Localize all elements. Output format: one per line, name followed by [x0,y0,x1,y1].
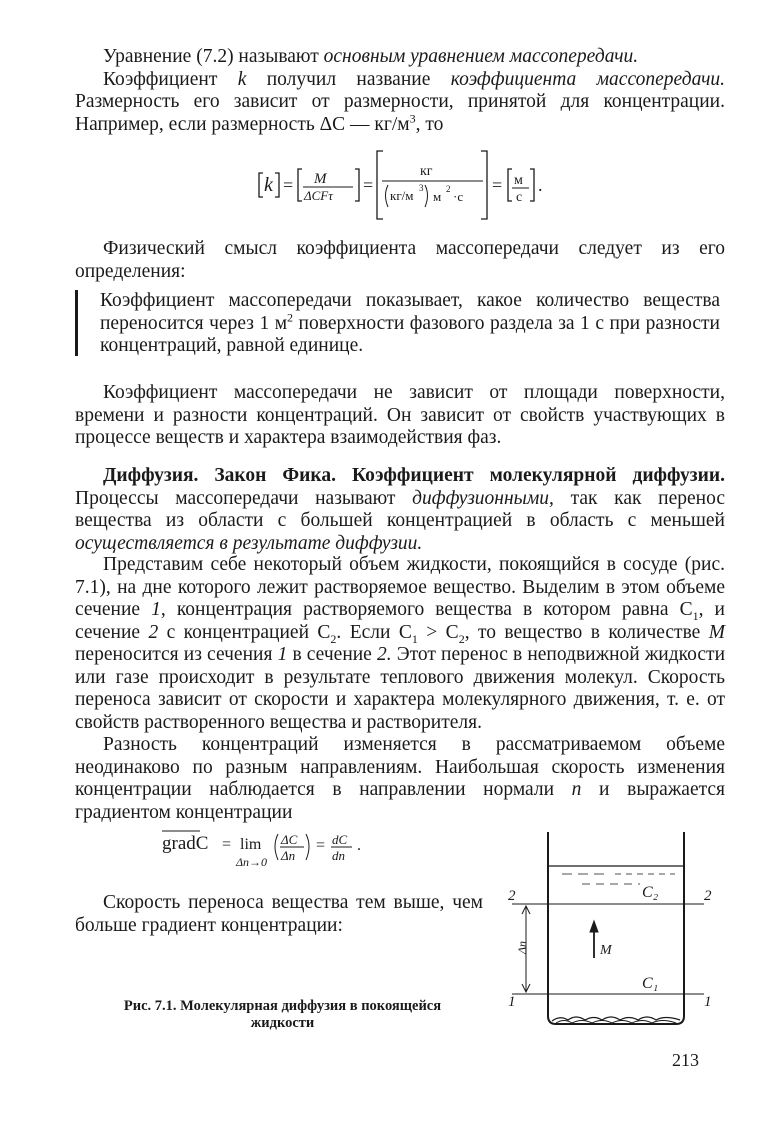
label-delta-n: Δn [515,940,529,954]
svg-text:·с: ·с [453,189,464,204]
formula-k: k [264,174,273,196]
formula-m: м [514,173,523,188]
svg-text:3: 3 [419,183,424,193]
figure-caption: Рис. 7.1. Молекулярная диффузия в покоящейся жидкости [123,998,442,1031]
label-c2: C₂ [642,884,659,901]
label-section2-left: 2 [508,888,516,904]
label-section1-right: 1 [704,994,712,1010]
formula-M: M [314,171,327,187]
formula-den: ΔCFτ [304,188,333,203]
gradient-formula-svg [160,826,400,876]
svg-text:=: = [222,836,232,853]
figure-diffusion-vessel [490,828,730,1038]
formula-den2a: кг/м [390,188,414,203]
svg-text:=: = [316,837,326,854]
svg-text:=: = [363,175,374,195]
svg-text:Δn: Δn [281,848,296,863]
svg-text:2: 2 [446,184,451,194]
svg-text:м: м [433,189,442,204]
svg-text:dn: dn [332,848,345,863]
page-number: 213 [672,1050,699,1070]
gradient-formula [160,826,400,876]
formula-grad: gradC [162,833,209,854]
paragraph-example: Представим себе некоторый объем жидкости, покоящийся в сосуде (рис. 7.1), на дне которого лежит растворяемое вещество. Выделим в этом объеме сечение 1, концентрация растворяемого вещества в котором равна $C_1$, и сечение 2 с концентрацией $C_2$. Если $C_1 > C_2$, то вещество в количестве M переносится из сечения 1 в сечение 2. Этот перенос в неподвижной жидкости или газе происходит в результате теплового движения молекул. Скорость переноса зависит от скорости и характера молекулярного движения, т. е. от свойств растворенного вещества и растворителя. [75,554,725,733]
svg-text:=: = [492,175,503,195]
svg-text:ΔC: ΔC [281,832,298,847]
paragraph-independence: Коэффициент массопередачи не зависит от площади поверхности, времени и разности концентраций. Он зависит от свойств участвующих в процессе веществ и характера взаимодействия фаз. [75,382,725,448]
svg-text:.: . [357,837,361,854]
paragraph-diffusion-heading: Диффузия. Закон Фика. Коэффициент молекулярной диффузии. Процессы массопередачи называют диффузионными, так как перенос вещества из области с большей концентрацией в область с меньшей осуществляется в результате диффузии. [75,465,725,554]
paragraph-gradient: Разность концентраций изменяется в рассматриваемом объеме неодинаково по разным направлениям. Наибольшая скорость изменения концентрации наблюдается в направлении нормали n и выражается градиентом концентрации [75,734,725,823]
definition-block: Коэффициент массопередачи показывает, какое количество вещества переносится через 1 $м^2$ поверхности фазового раздела за 1 с при разности концентраций, равной единице. [100,290,720,356]
svg-text:.: . [538,175,543,195]
svg-text:Δn→0: Δn→0 [236,855,268,869]
formula-s: с [516,190,523,205]
label-section1-left: 1 [508,994,516,1010]
vessel-diagram [490,828,730,1033]
paragraph-main-equation: Уравнение (7.2) называют основным уравнением массопередачи. Коэффициент k получил название коэффициента массопередачи. Размерность его зависит от размерности, принятой для концентрации. Например, если размерность ΔC — $кг/м^3$, то [75,46,725,135]
svg-text:=: = [283,175,294,195]
section-heading: Диффузия. Закон Фика. Коэффициент молекулярной диффузии. [103,465,725,486]
formula-kg: кг [420,164,433,179]
label-section2-right: 2 [704,888,712,904]
label-c1: C₁ [642,975,659,992]
dimension-formula-svg [255,145,555,225]
dimension-formula [255,145,555,225]
paragraph-transfer-rate: Скорость переноса вещества тем выше, чем больше градиент концентрации: [75,892,483,936]
formula-lim: lim [240,836,262,853]
label-m: M [600,943,612,958]
definition-rule [75,290,78,356]
svg-text:dC: dC [332,832,348,847]
paragraph-physical-meaning: Физический смысл коэффициента массопередачи следует из его определения: [75,238,725,282]
